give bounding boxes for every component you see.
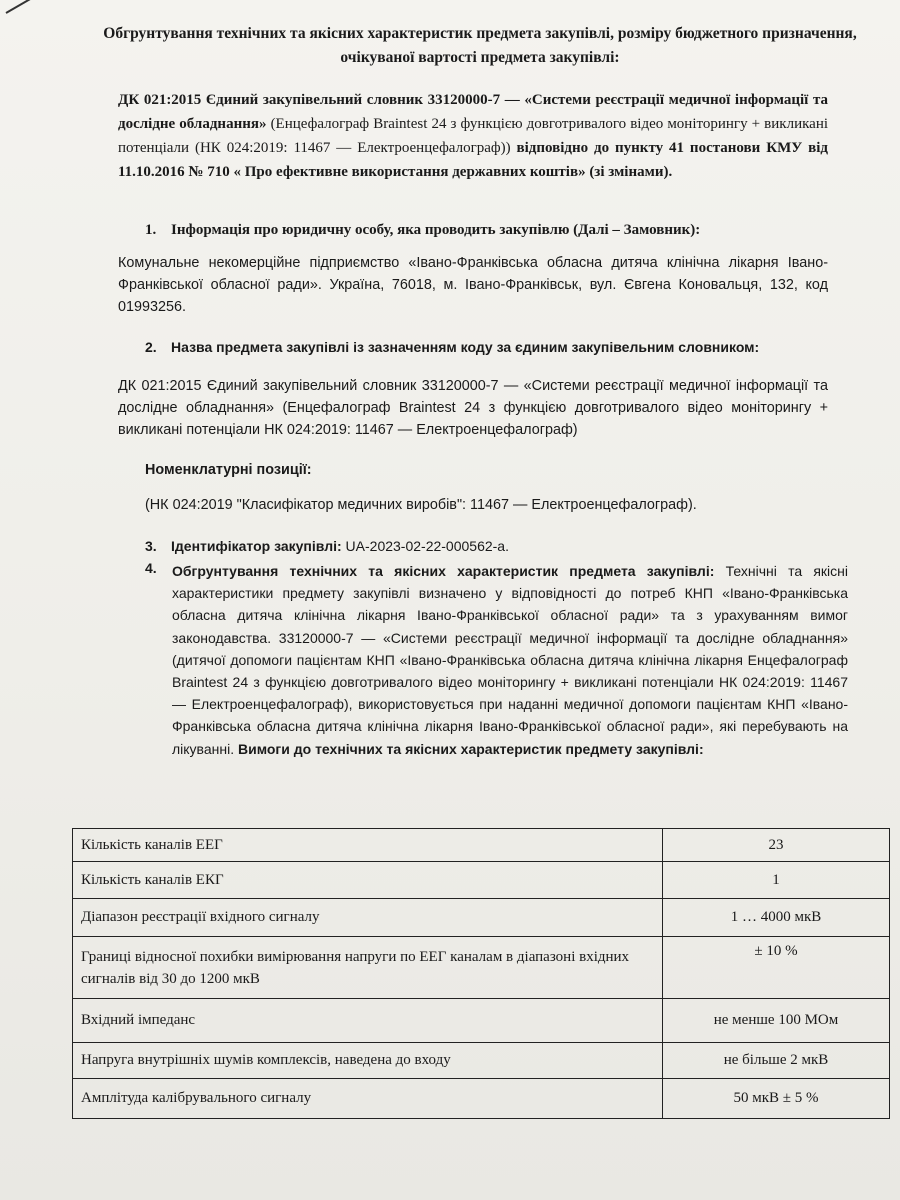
param-cell: Вхідний імпеданс	[73, 999, 663, 1043]
section-4-title: Обгрунтування технічних та якісних характеристик предмета закупівлі:	[172, 563, 715, 579]
nomenclature-heading: Номенклатурні позиції:	[145, 462, 312, 478]
table-row	[73, 899, 890, 937]
table-row	[73, 1043, 890, 1079]
section-3	[145, 535, 845, 557]
spec-table	[72, 828, 890, 1119]
section-4-requirements: Вимоги до технічних та якісних характеристик предмету закупівлі:	[234, 740, 704, 757]
table-row	[73, 1079, 890, 1119]
param-cell: Границі відносної похибки вимірювання напруги по ЕЕГ каналам в діапазоні вхідних сигналів від 30 до 1200 мкВ	[73, 937, 663, 999]
section-3-label: Ідентифікатор закупівлі:	[171, 538, 342, 554]
section-4-body: Технічні та якісні характеристики предмету закупівлі визначено у відповідності до потреб КНП «Івано-Франківська обласна дитяча клінічна лікарня Івано-Франківської обласної ради» та з урахуванням вимог законодавства. 33120000-7 — «Системи реєстрації медичної інформації та дослідне обладнання» (дитячої допомоги пацієнтам КНП «Івано-Франківська обласна дитяча клінічна лікарня Енцефалограф Braintest 24 з функцією довготривалого відео моніторингу + викликані потенціали НК 024:2019: 11467 — Електроенцефалограф), використовується при наданні медичної допомоги пацієнтам КНП «Івано-Франківська обласна дитяча клінічна лікарня Івано-Франківської обласної ради», які перебувають на лікуванні.	[172, 563, 849, 757]
procurement-id: UA-2023-02-22-000562-a.	[341, 538, 509, 554]
section-4-text	[172, 560, 848, 760]
value-cell: 1	[663, 862, 890, 899]
value-cell: ± 10 %	[663, 937, 890, 999]
section-4-number: 4.	[145, 560, 157, 576]
param-cell: Кількість каналів ЕЕГ	[73, 829, 663, 862]
param-cell: Діапазон реєстрації вхідного сигналу	[73, 899, 663, 937]
intro-paragraph	[118, 88, 828, 184]
section-2-title: Назва предмета закупівлі із зазначенням коду за єдиним закупівельним словником:	[171, 339, 760, 355]
param-cell: Амплітуда калібрувального сигналу	[73, 1079, 663, 1119]
table-row	[73, 862, 890, 899]
section-3-number: 3.	[145, 538, 157, 554]
intro-bold-2: відповідно до пункту 41 постанови КМУ від 11.10.2016 № 710 « Про ефективне використання державних коштів» (зі змінами).	[118, 140, 829, 180]
value-cell: не менше 100 МОм	[663, 999, 890, 1043]
document-title: Обгрунтування технічних та якісних характеристик предмета закупівлі, розміру бюджетного призначення, очікуваної вартості предмета закупівлі:	[103, 25, 857, 66]
pen-stroke	[6, 0, 47, 14]
value-cell: 23	[663, 829, 890, 862]
value-cell: 50 мкВ ± 5 %	[663, 1079, 890, 1119]
section-2-number: 2.	[145, 339, 157, 355]
intro-normal: (Енцефалограф Braintest 24 з функцією довготривалого відео моніторингу + викликані потенціали (НК 024:2019: 11467 — Електроенцефалограф))	[118, 116, 829, 156]
section-1-number: 1.	[145, 222, 157, 238]
nomenclature-text: (НК 024:2019 "Класифікатор медичних виробів": 11467 — Електроенцефалограф).	[145, 497, 697, 513]
section-1-text: Комунальне некомерційне підприємство «Івано-Франківська обласна дитяча клінічна лікарня Івано-Франківської обласної ради». Україна, 76018, м. Івано-Франківськ, вул. Євгена Коновальця, 132, код 01993256.	[118, 255, 828, 315]
table-row	[73, 999, 890, 1043]
value-cell: не більше 2 мкВ	[663, 1043, 890, 1079]
intro-bold-1: ДК 021:2015 Єдиний закупівельний словник 33120000-7 — «Системи реєстрації медичної інформації та дослідне обладнання»	[118, 92, 828, 132]
section-2-text: ДК 021:2015 Єдиний закупівельний словник 33120000-7 — «Системи реєстрації медичної інформації та дослідне обладнання» (Енцефалограф Braintest 24 з функцією довготривалого відео моніторингу + викликані потенціали НК 024:2019: 11467 — Електроенцефалограф)	[118, 378, 828, 438]
value-cell: 1 … 4000 мкВ	[663, 899, 890, 937]
param-cell: Кількість каналів ЕКГ	[73, 862, 663, 899]
section-1-title: Інформація про юридичну особу, яка проводить закупівлю (Далі – Замовник):	[171, 222, 701, 238]
section-2-heading	[145, 336, 845, 358]
param-cell: Напруга внутрішніх шумів комплексів, наведена до входу	[73, 1043, 663, 1079]
section-1-heading	[145, 219, 845, 241]
table-row	[73, 937, 890, 999]
table-row	[73, 829, 890, 862]
